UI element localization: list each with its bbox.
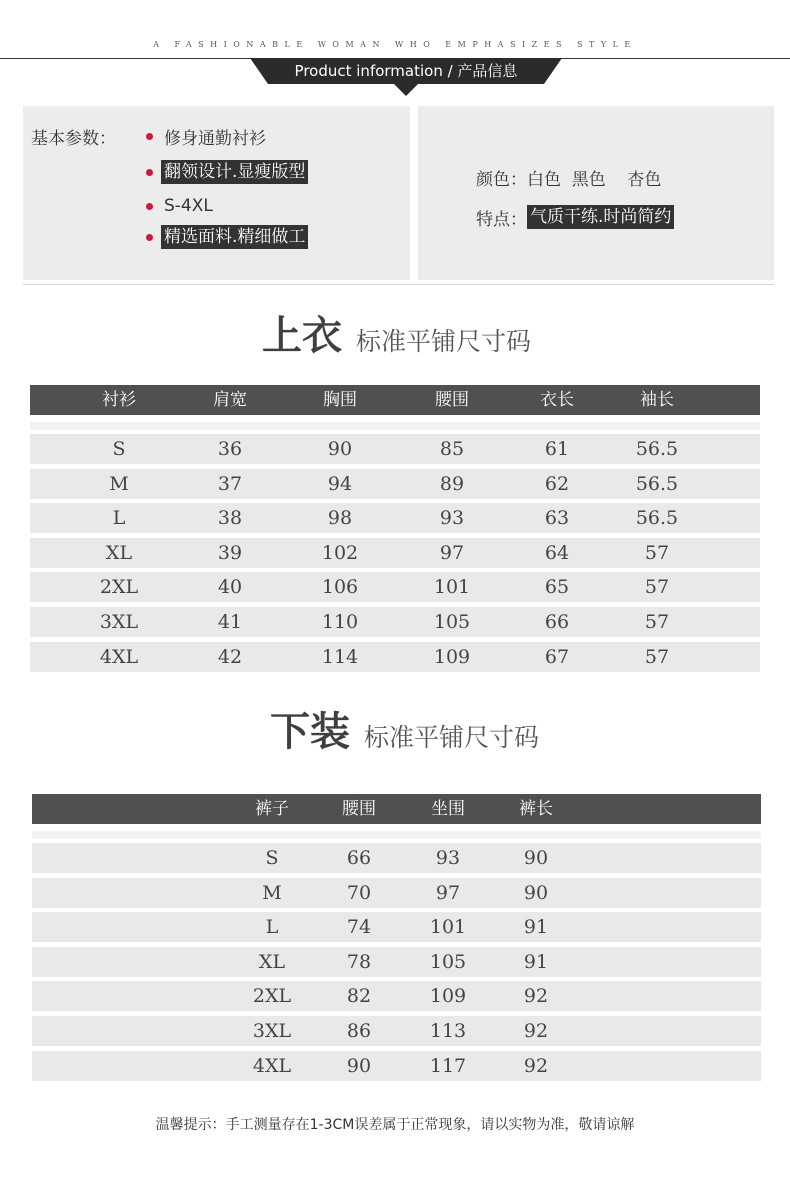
bottom-table-header [32,794,761,824]
column-header: 裤长 [519,799,553,819]
table-row: 3XL 41 110 105 66 57 [30,607,760,637]
table-row: M 37 94 89 62 56.5 [30,469,760,499]
column-header: 腰围 [342,799,376,819]
feature-value: 气质干练.时尚简约 [527,205,674,229]
top-title: 上衣 [262,313,342,359]
column-header: 肩宽 [213,390,247,410]
color-line [476,164,661,190]
table-row: S 66 93 90 [32,843,761,873]
table-row: 4XL 42 114 109 67 57 [30,642,760,672]
table-row: L 38 98 93 63 56.5 [30,503,760,533]
bottom-table-spacer [32,831,761,839]
bullet-dot-icon [146,203,153,210]
bottom-subtitle: 标准平铺尺寸码 [364,723,540,752]
params-label: 基本参数： [31,129,116,149]
bullet-dot-icon [146,133,153,140]
table-row: XL 78 105 91 [32,947,761,977]
feature-label: 特点： [476,209,527,230]
top-table-spacer [30,422,760,430]
top-subtitle: 标准平铺尺寸码 [356,327,532,356]
table-row: 3XL 86 113 92 [32,1016,761,1046]
column-header: 裤子 [255,799,289,819]
param-item: S-4XL [146,193,216,219]
params-divider [23,284,774,285]
footer-note: 温馨提示：手工测量存在1-3CM误差属于正常现象，请以实物为准，敬请谅解 [155,1117,635,1133]
top-section-title [262,314,531,358]
param-item: 翻领设计.显瘦版型 [146,159,308,185]
column-header: 坐围 [431,799,465,819]
table-row: M 70 97 90 [32,878,761,908]
table-row: XL 39 102 97 64 57 [30,538,760,568]
banner-title: Product information / 产品信息 [294,62,518,80]
table-row: 4XL 90 117 92 [32,1051,761,1081]
column-header: 腰围 [435,390,469,410]
column-header: 衣长 [540,390,574,410]
bottom-title: 下装 [270,709,350,755]
feature-line [476,204,674,230]
table-row: 2XL 40 106 101 65 57 [30,572,760,602]
top-table-header [30,385,760,415]
color-values: 白色 黑色 杏色 [527,169,662,190]
params-panel-right [418,106,774,280]
table-row: 2XL 82 109 92 [32,981,761,1011]
column-header: 袖长 [640,390,674,410]
column-header: 衬衫 [102,390,136,410]
bullet-dot-icon [146,169,153,176]
param-item: 精选面料.精细做工 [146,224,308,250]
bottom-section-title [270,710,539,754]
color-label: 颜色： [476,169,527,190]
table-row: S 36 90 85 61 56.5 [30,434,760,464]
table-row: L 74 101 91 [32,912,761,942]
param-item: 修身通勤衬衫 [146,123,269,149]
column-header: 胸围 [323,390,357,410]
bullet-dot-icon [146,234,153,241]
tagline: A FASHIONABLE WOMAN WHO EMPHASIZES STYLE [153,40,637,49]
